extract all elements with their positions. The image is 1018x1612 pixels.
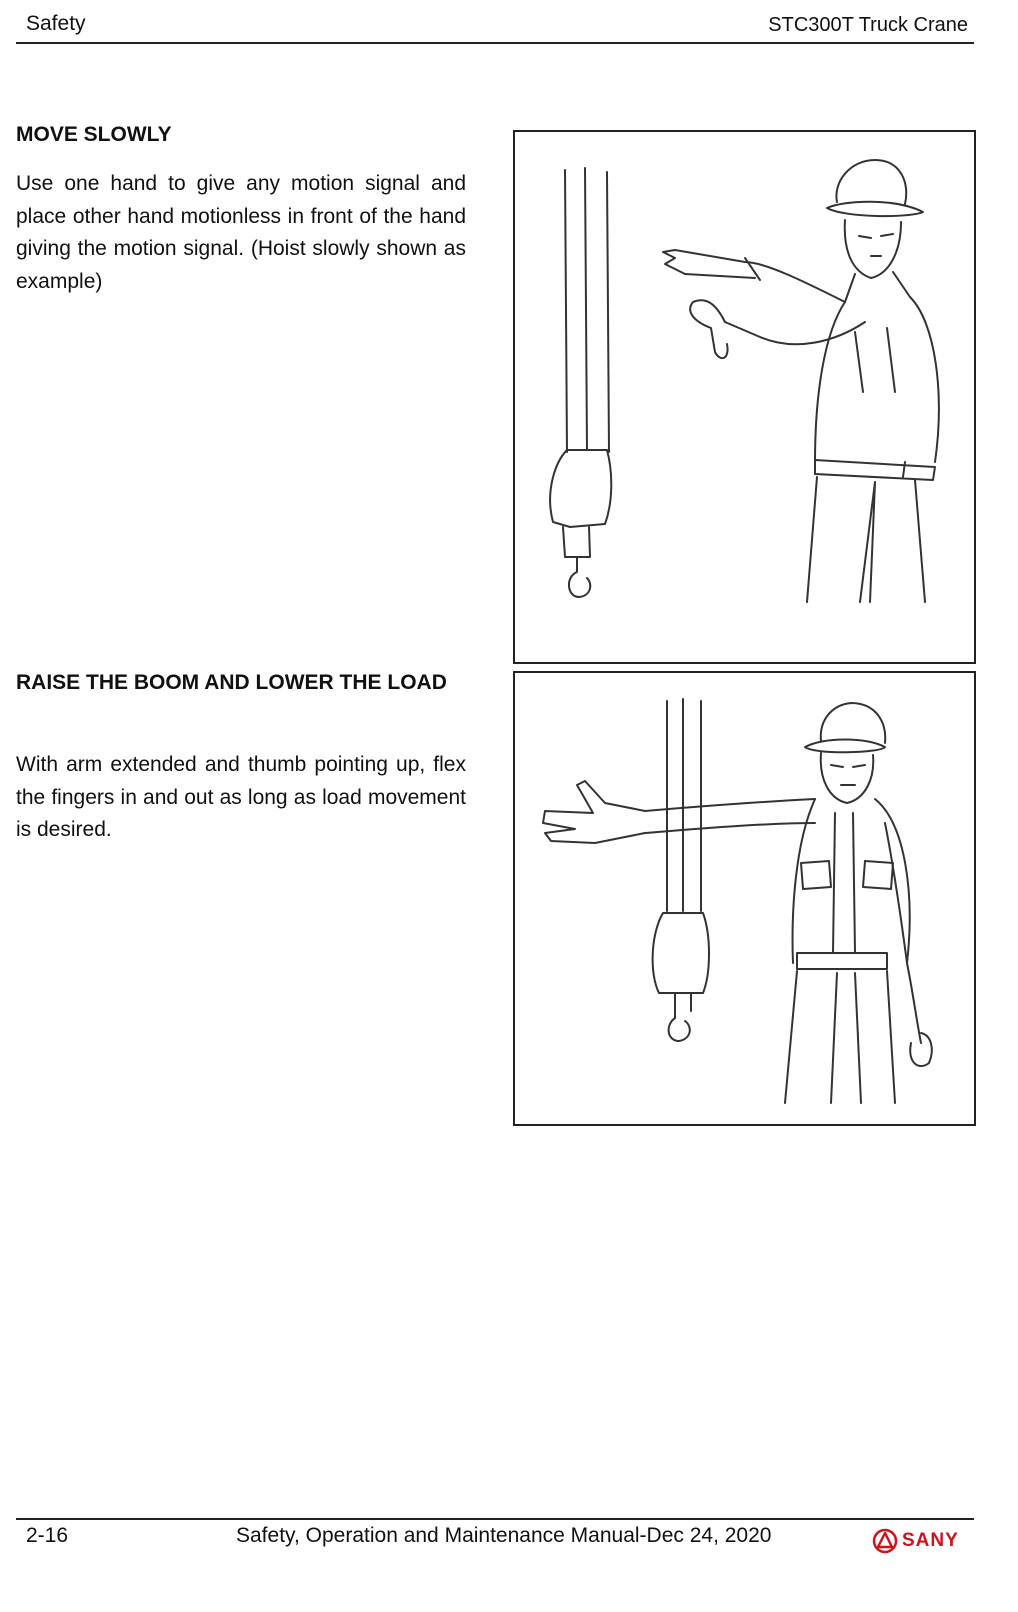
header-section-title: Safety	[26, 12, 86, 35]
belt	[815, 460, 935, 480]
section-heading-move-slowly: MOVE SLOWLY	[16, 123, 172, 146]
hook	[669, 993, 691, 1041]
signaling-arm	[675, 250, 845, 302]
thumb-up-hand	[543, 781, 645, 843]
hoist-rope	[667, 699, 701, 911]
hook-shank	[563, 527, 590, 557]
hoist-rope	[565, 168, 609, 452]
head	[821, 753, 874, 803]
stationary-hand	[690, 300, 727, 358]
section-body-move-slowly: Use one hand to give any motion signal and place other hand motionless in front of the hand giving the motion signal. (Hoist slowly shown as example)	[16, 172, 466, 293]
header-divider	[16, 42, 974, 44]
legs	[785, 971, 895, 1103]
footer-divider	[16, 1518, 974, 1520]
legs	[807, 477, 925, 602]
belt	[797, 953, 887, 969]
move-slowly-drawing	[515, 132, 974, 662]
manual-title: Safety, Operation and Maintenance Manual-Dec 24, 2020	[236, 1524, 772, 1547]
chest-pocket-left	[801, 861, 831, 889]
signalman-move-slowly-illustration	[513, 130, 976, 664]
sany-brand-text: SANY	[902, 1530, 959, 1551]
hard-hat	[805, 703, 885, 752]
stationary-arm	[725, 322, 865, 344]
sany-emblem-icon	[872, 1528, 898, 1554]
raise-boom-lower-load-drawing	[515, 673, 974, 1124]
hard-hat	[827, 160, 923, 216]
section-heading-raise-boom-lower-load: RAISE THE BOOM AND LOWER THE LOAD	[16, 671, 447, 694]
hook	[569, 557, 590, 597]
head	[845, 220, 901, 278]
extended-arm	[645, 799, 815, 833]
section-body-raise-boom-lower-load: With arm extended and thumb pointing up, flex the fingers in and out as long as load movement is desired.	[16, 753, 466, 841]
torso	[815, 297, 939, 462]
pointing-hand	[663, 250, 685, 274]
chest-pocket-right	[863, 861, 893, 889]
page-number: 2-16	[26, 1524, 69, 1547]
sany-logo	[872, 1528, 959, 1554]
hook-block	[653, 913, 709, 993]
signalman-raise-boom-lower-load-illustration	[513, 671, 976, 1126]
hook-block	[550, 450, 611, 527]
header-product-name: STC300T Truck Crane	[768, 14, 968, 36]
